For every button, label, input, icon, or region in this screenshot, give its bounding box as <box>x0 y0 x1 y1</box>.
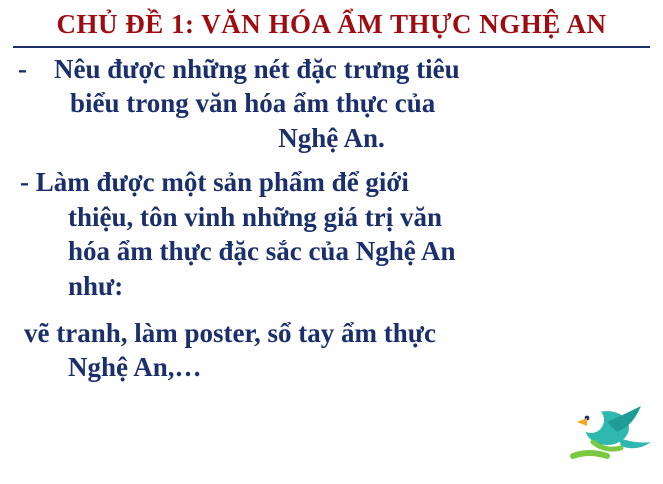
bullet-marker: - <box>18 53 27 84</box>
bullet-text: Nghệ An,… <box>68 352 202 383</box>
slide-body <box>0 48 663 385</box>
bullet-line <box>10 52 653 87</box>
bird-icon <box>563 392 655 466</box>
bullet-text: vẽ tranh, làm poster, sổ tay ẩm thực <box>24 317 436 348</box>
bullet-text: Nêu được những nét đặc trưng tiêu <box>54 53 460 84</box>
bullet-text: biểu trong văn hóa ẩm thực của <box>70 88 436 119</box>
bullet-text: - Làm được một sản phẩm để giới <box>20 167 409 198</box>
bullet-item <box>10 316 653 385</box>
bullet-text: Nghệ An. <box>278 122 385 153</box>
bullet-item <box>10 52 653 156</box>
bullet-text: hóa ẩm thực đặc sắc của Nghệ An <box>68 236 456 267</box>
page-title: CHỦ ĐỀ 1: VĂN HÓA ẨM THỰC NGHỆ AN <box>56 9 607 39</box>
bullet-item <box>10 165 653 303</box>
bullet-text: thiệu, tôn vinh những giá trị văn <box>68 201 443 232</box>
bullet-text: như: <box>68 270 124 301</box>
